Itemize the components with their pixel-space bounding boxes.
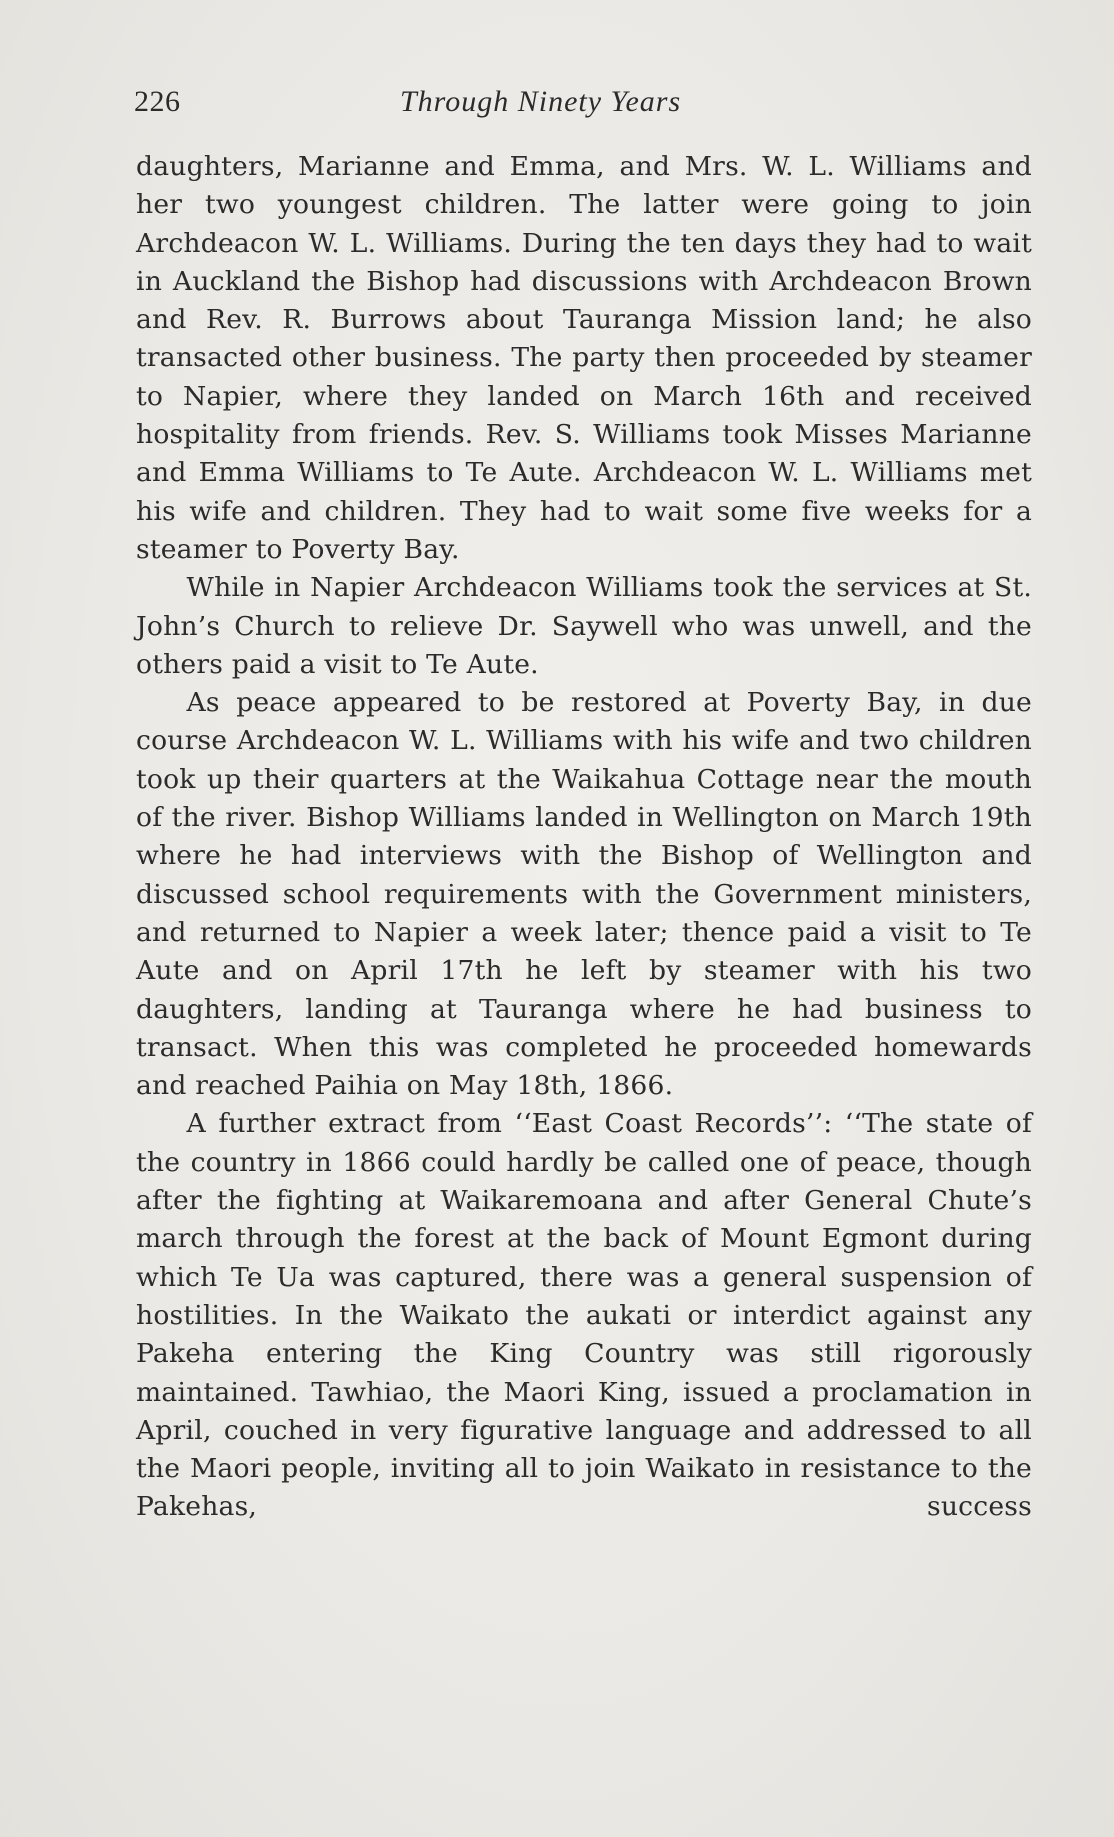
running-title: Through Ninety Years [400,85,682,118]
body-text [136,148,1032,1527]
running-head [134,82,1032,122]
page-number: 226 [134,85,181,118]
paragraph-continued: daughters, Marianne and Emma, and Mrs. W. L. Williams and her two youngest children. The latter were going to join Archdeacon W. L. Williams. During the ten days they had to wait in Auckland the Bishop had discussions with Archdeacon Brown and Rev. R. Burrows about Tauranga Mission land; he also transacted other business. The party then proceeded by steamer to Napier, where they landed on March 16th and received hospitality from friends. Rev. S. Williams took Misses Marianne and Emma Williams to Te Aute. Archdeacon W. L. Williams met his wife and children. They had to wait some five weeks for a steamer to Poverty Bay. [136,151,1032,565]
paragraph-napier-services: While in Napier Archdeacon Williams took the services at St. John’s Church to relieve Dr. Saywell who was unwell, and the others paid a visit to Te Aute. [136,572,1032,680]
paragraph-poverty-bay: As peace appeared to be restored at Poverty Bay, in due course Archdeacon W. L. Williams with his wife and two children took up their quarters at the Waikahua Cottage near the mouth of the river. Bishop Williams landed in Wellington on March 19th where he had interviews with the Bishop of Wellington and discussed school requirements with the Government ministers, and returned to Napier a week later; thence paid a visit to Te Aute and on April 17th he left by steamer with his two daughters, landing at Tauranga where he had business to transact. When this was completed he proceeded homewards and reached Paihia on May 18th, 1866. [136,687,1032,1102]
paragraph-east-coast-records: A further extract from ‘‘East Coast Records’’: ‘‘The state of the country in 1866 could hardly be called one of peace, though after the fighting at Waikaremoana and after General Chute’s march through the forest at the back of Mount Egmont during which Te Ua was captured, there was a general suspension of hostilities. In the Waikato the aukati or interdict against any Pakeha entering the King Country was still rigorously maintained. Tawhiao, the Maori King, issued a proclamation in April, couched in very figurative language and addressed to all the Maori people, inviting all to join Waikato in resistance to the Pakehas, success [136,1108,1032,1523]
